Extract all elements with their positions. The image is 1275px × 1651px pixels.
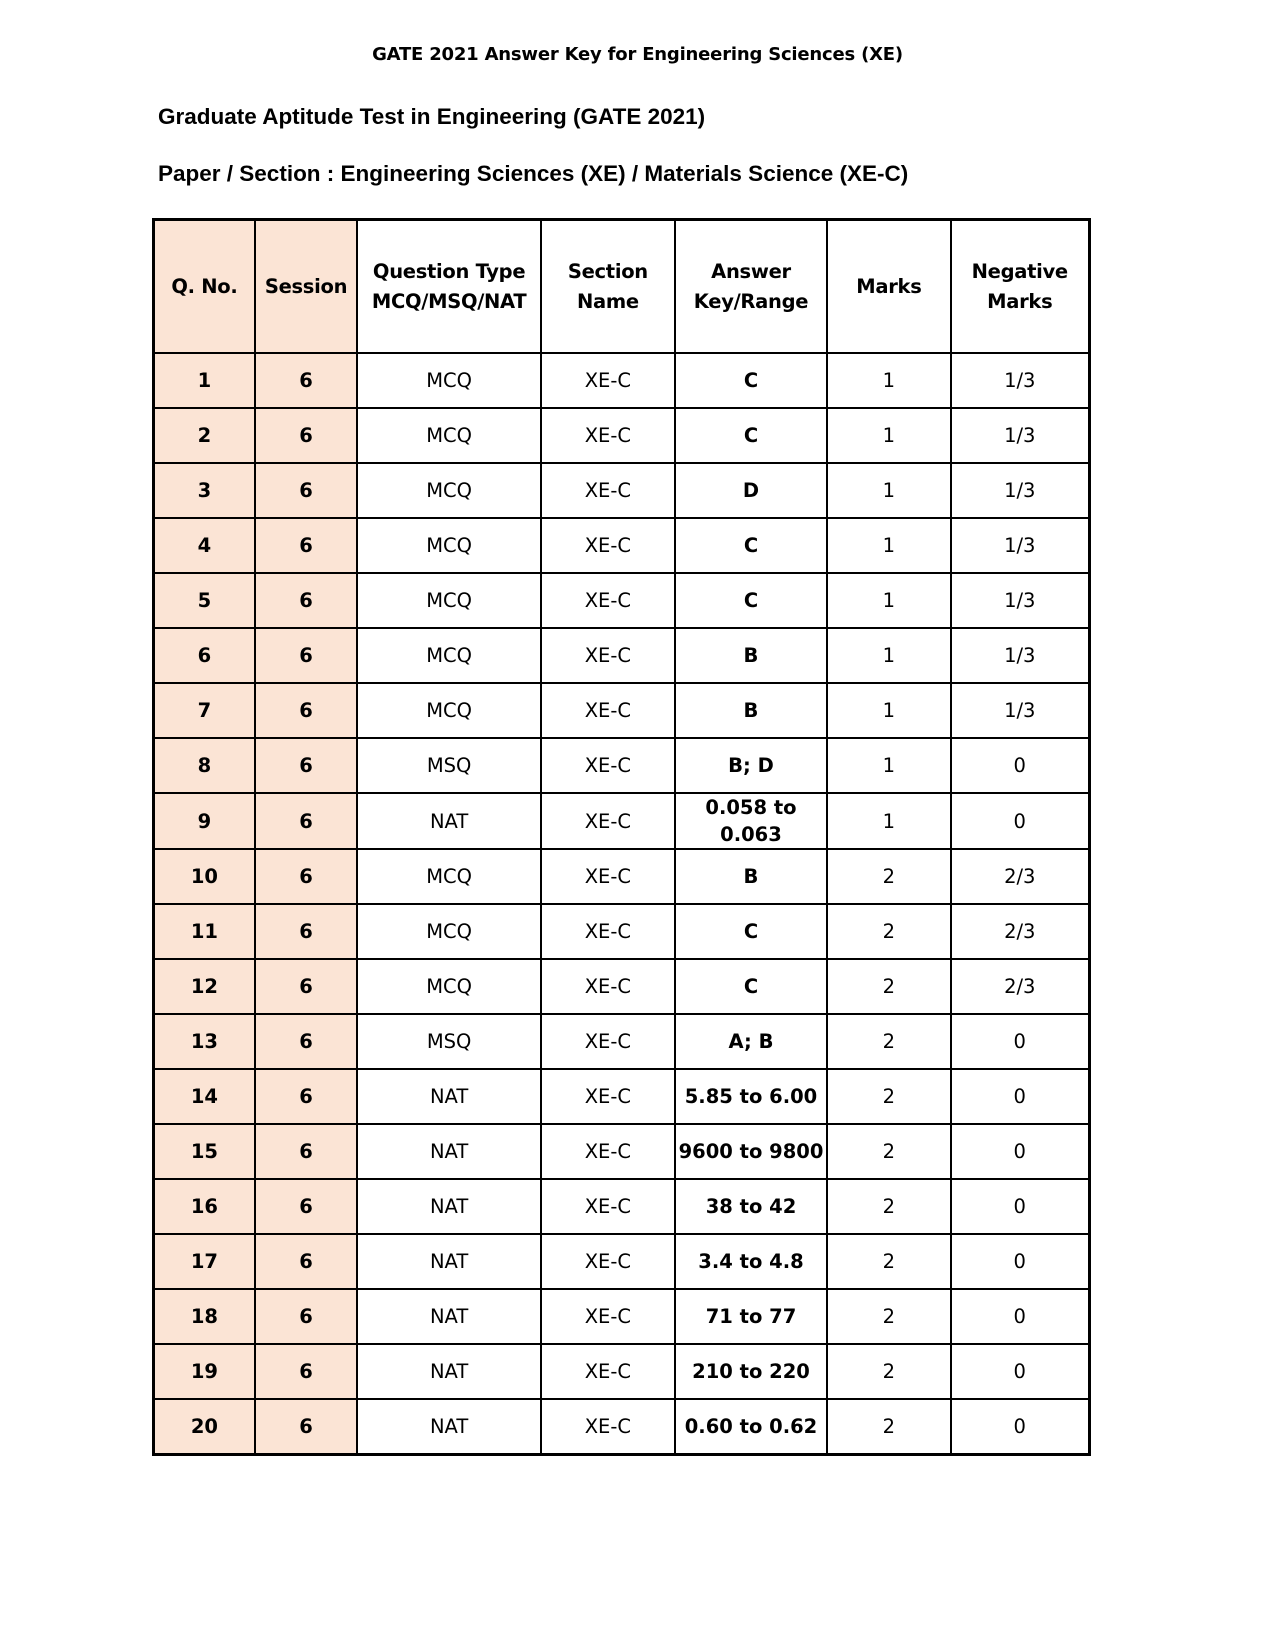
cell-section-name: XE-C <box>541 1069 675 1124</box>
cell-answer-key <box>675 518 828 573</box>
table-row <box>154 573 1090 628</box>
cell-session: 6 <box>255 1234 357 1289</box>
cell-answer-key <box>675 1179 828 1234</box>
cell-q-no: 18 <box>154 1289 255 1344</box>
answer-text: C <box>743 534 759 557</box>
cell-marks: 2 <box>827 1014 950 1069</box>
table-row <box>154 1014 1090 1069</box>
answer-text: B <box>743 644 759 667</box>
cell-answer-key <box>675 904 828 959</box>
document-top-title: GATE 2021 Answer Key for Engineering Sciences (XE) <box>372 44 903 65</box>
cell-marks: 1 <box>827 463 950 518</box>
cell-answer-key <box>675 1124 828 1179</box>
header-answer-key: Answer Key/Range <box>675 220 828 354</box>
cell-section-name: XE-C <box>541 959 675 1014</box>
table-row <box>154 518 1090 573</box>
answer-text: 0.058 to 0.063 <box>705 796 797 846</box>
cell-question-type: MCQ <box>357 518 541 573</box>
cell-question-type: NAT <box>357 1124 541 1179</box>
cell-q-no: 17 <box>154 1234 255 1289</box>
header-q-no: Q. No. <box>154 220 255 354</box>
cell-answer-key <box>675 1289 828 1344</box>
cell-question-type: MCQ <box>357 408 541 463</box>
cell-answer-key <box>675 793 828 849</box>
cell-q-no: 2 <box>154 408 255 463</box>
cell-session: 6 <box>255 1124 357 1179</box>
cell-session: 6 <box>255 738 357 793</box>
cell-section-name: XE-C <box>541 1179 675 1234</box>
cell-answer-key <box>675 1234 828 1289</box>
cell-negative-marks: 0 <box>951 1124 1090 1179</box>
cell-negative-marks: 0 <box>951 1234 1090 1289</box>
cell-answer-key <box>675 628 828 683</box>
document-heading: Graduate Aptitude Test in Engineering (GATE 2021) <box>158 104 706 129</box>
cell-session: 6 <box>255 1344 357 1399</box>
cell-session: 6 <box>255 1399 357 1455</box>
answer-text: 71 to 77 <box>705 1305 797 1328</box>
header-negative-marks: Negative Marks <box>951 220 1090 354</box>
answer-text: 0.60 to 0.62 <box>684 1415 818 1438</box>
cell-question-type: MCQ <box>357 959 541 1014</box>
cell-q-no: 6 <box>154 628 255 683</box>
cell-q-no: 14 <box>154 1069 255 1124</box>
cell-q-no: 10 <box>154 849 255 904</box>
cell-negative-marks: 1/3 <box>951 518 1090 573</box>
cell-negative-marks: 1/3 <box>951 463 1090 518</box>
document-subheading: Paper / Section : Engineering Sciences (XE) / Materials Science (XE-C) <box>158 161 909 186</box>
cell-q-no: 12 <box>154 959 255 1014</box>
cell-q-no: 1 <box>154 353 255 408</box>
cell-marks: 2 <box>827 1069 950 1124</box>
cell-negative-marks: 1/3 <box>951 408 1090 463</box>
cell-marks: 2 <box>827 1124 950 1179</box>
cell-q-no: 15 <box>154 1124 255 1179</box>
header-session: Session <box>255 220 357 354</box>
cell-question-type: MSQ <box>357 1014 541 1069</box>
cell-session: 6 <box>255 793 357 849</box>
cell-section-name: XE-C <box>541 353 675 408</box>
answer-text: A; B <box>728 1030 774 1053</box>
cell-marks: 1 <box>827 353 950 408</box>
cell-session: 6 <box>255 353 357 408</box>
cell-session: 6 <box>255 849 357 904</box>
answer-text: C <box>743 369 759 392</box>
cell-marks: 1 <box>827 738 950 793</box>
answer-text: C <box>743 424 759 447</box>
cell-question-type: MCQ <box>357 683 541 738</box>
answer-text: B <box>743 699 759 722</box>
cell-q-no: 3 <box>154 463 255 518</box>
cell-q-no: 20 <box>154 1399 255 1455</box>
cell-session: 6 <box>255 573 357 628</box>
cell-answer-key <box>675 683 828 738</box>
cell-session: 6 <box>255 408 357 463</box>
cell-marks: 1 <box>827 628 950 683</box>
cell-section-name: XE-C <box>541 738 675 793</box>
answer-text: 3.4 to 4.8 <box>698 1250 804 1273</box>
cell-negative-marks: 2/3 <box>951 849 1090 904</box>
cell-negative-marks: 1/3 <box>951 628 1090 683</box>
cell-marks: 2 <box>827 849 950 904</box>
cell-negative-marks: 0 <box>951 793 1090 849</box>
cell-section-name: XE-C <box>541 573 675 628</box>
cell-negative-marks: 0 <box>951 1399 1090 1455</box>
header-question-type: Question Type MCQ/MSQ/NAT <box>357 220 541 354</box>
cell-answer-key <box>675 573 828 628</box>
cell-answer-key <box>675 1344 828 1399</box>
cell-marks: 2 <box>827 1399 950 1455</box>
cell-answer-key <box>675 408 828 463</box>
cell-question-type: NAT <box>357 1179 541 1234</box>
table-row <box>154 1344 1090 1399</box>
table-row <box>154 353 1090 408</box>
cell-question-type: MCQ <box>357 573 541 628</box>
cell-session: 6 <box>255 904 357 959</box>
cell-section-name: XE-C <box>541 518 675 573</box>
table-row <box>154 683 1090 738</box>
answer-text: C <box>743 589 759 612</box>
cell-negative-marks: 0 <box>951 1179 1090 1234</box>
cell-question-type: NAT <box>357 1344 541 1399</box>
answer-text: 9600 to 9800 <box>678 1140 824 1163</box>
cell-marks: 2 <box>827 904 950 959</box>
table-row <box>154 1399 1090 1455</box>
cell-question-type: NAT <box>357 1234 541 1289</box>
cell-session: 6 <box>255 959 357 1014</box>
table-row <box>154 738 1090 793</box>
table-body <box>154 353 1090 1455</box>
cell-session: 6 <box>255 518 357 573</box>
answer-text: C <box>743 920 759 943</box>
cell-question-type: MSQ <box>357 738 541 793</box>
cell-marks: 1 <box>827 573 950 628</box>
cell-q-no: 9 <box>154 793 255 849</box>
cell-section-name: XE-C <box>541 1014 675 1069</box>
cell-negative-marks: 1/3 <box>951 353 1090 408</box>
cell-session: 6 <box>255 683 357 738</box>
cell-session: 6 <box>255 628 357 683</box>
cell-section-name: XE-C <box>541 1289 675 1344</box>
answer-text: B; D <box>728 754 774 777</box>
cell-q-no: 16 <box>154 1179 255 1234</box>
cell-answer-key <box>675 738 828 793</box>
cell-question-type: MCQ <box>357 904 541 959</box>
cell-marks: 2 <box>827 1234 950 1289</box>
cell-section-name: XE-C <box>541 904 675 959</box>
cell-negative-marks: 1/3 <box>951 683 1090 738</box>
cell-negative-marks: 0 <box>951 1289 1090 1344</box>
cell-negative-marks: 0 <box>951 1014 1090 1069</box>
cell-marks: 1 <box>827 793 950 849</box>
cell-section-name: XE-C <box>541 628 675 683</box>
cell-marks: 1 <box>827 408 950 463</box>
cell-marks: 2 <box>827 959 950 1014</box>
answer-key-table <box>152 218 1091 1456</box>
cell-q-no: 7 <box>154 683 255 738</box>
cell-session: 6 <box>255 463 357 518</box>
cell-section-name: XE-C <box>541 683 675 738</box>
cell-marks: 1 <box>827 518 950 573</box>
cell-q-no: 8 <box>154 738 255 793</box>
answer-text: C <box>743 975 759 998</box>
cell-answer-key <box>675 849 828 904</box>
cell-q-no: 19 <box>154 1344 255 1399</box>
table-row <box>154 1069 1090 1124</box>
cell-answer-key <box>675 959 828 1014</box>
table-row <box>154 628 1090 683</box>
cell-marks: 1 <box>827 683 950 738</box>
cell-negative-marks: 1/3 <box>951 573 1090 628</box>
cell-negative-marks: 0 <box>951 1069 1090 1124</box>
answer-text: B <box>743 865 759 888</box>
table-row <box>154 1124 1090 1179</box>
cell-section-name: XE-C <box>541 1234 675 1289</box>
cell-session: 6 <box>255 1179 357 1234</box>
table-row <box>154 408 1090 463</box>
table-row <box>154 849 1090 904</box>
cell-negative-marks: 0 <box>951 738 1090 793</box>
cell-question-type: MCQ <box>357 353 541 408</box>
cell-answer-key <box>675 1399 828 1455</box>
cell-negative-marks: 0 <box>951 1344 1090 1399</box>
cell-question-type: MCQ <box>357 628 541 683</box>
cell-session: 6 <box>255 1289 357 1344</box>
table-row <box>154 1289 1090 1344</box>
cell-answer-key <box>675 353 828 408</box>
cell-question-type: NAT <box>357 793 541 849</box>
cell-section-name: XE-C <box>541 463 675 518</box>
table-row <box>154 793 1090 849</box>
cell-question-type: NAT <box>357 1289 541 1344</box>
header-marks: Marks <box>827 220 950 354</box>
answer-text: 210 to 220 <box>692 1360 810 1383</box>
cell-marks: 2 <box>827 1179 950 1234</box>
table-row <box>154 463 1090 518</box>
header-section-name: Section Name <box>541 220 675 354</box>
cell-marks: 2 <box>827 1289 950 1344</box>
cell-question-type: NAT <box>357 1399 541 1455</box>
cell-negative-marks: 2/3 <box>951 904 1090 959</box>
cell-negative-marks: 2/3 <box>951 959 1090 1014</box>
answer-text: D <box>742 479 760 502</box>
cell-question-type: MCQ <box>357 463 541 518</box>
cell-q-no: 11 <box>154 904 255 959</box>
cell-marks: 2 <box>827 1344 950 1399</box>
cell-section-name: XE-C <box>541 1399 675 1455</box>
cell-section-name: XE-C <box>541 849 675 904</box>
answer-text: 5.85 to 6.00 <box>684 1085 818 1108</box>
cell-session: 6 <box>255 1014 357 1069</box>
table-header-row <box>154 220 1090 354</box>
cell-q-no: 5 <box>154 573 255 628</box>
cell-q-no: 13 <box>154 1014 255 1069</box>
cell-answer-key <box>675 1014 828 1069</box>
cell-question-type: MCQ <box>357 849 541 904</box>
cell-question-type: NAT <box>357 1069 541 1124</box>
cell-section-name: XE-C <box>541 408 675 463</box>
cell-answer-key <box>675 463 828 518</box>
table-row <box>154 1179 1090 1234</box>
cell-section-name: XE-C <box>541 1124 675 1179</box>
table-row <box>154 904 1090 959</box>
cell-section-name: XE-C <box>541 793 675 849</box>
table-row <box>154 959 1090 1014</box>
cell-answer-key <box>675 1069 828 1124</box>
cell-section-name: XE-C <box>541 1344 675 1399</box>
cell-q-no: 4 <box>154 518 255 573</box>
table-row <box>154 1234 1090 1289</box>
cell-session: 6 <box>255 1069 357 1124</box>
answer-text: 38 to 42 <box>705 1195 797 1218</box>
